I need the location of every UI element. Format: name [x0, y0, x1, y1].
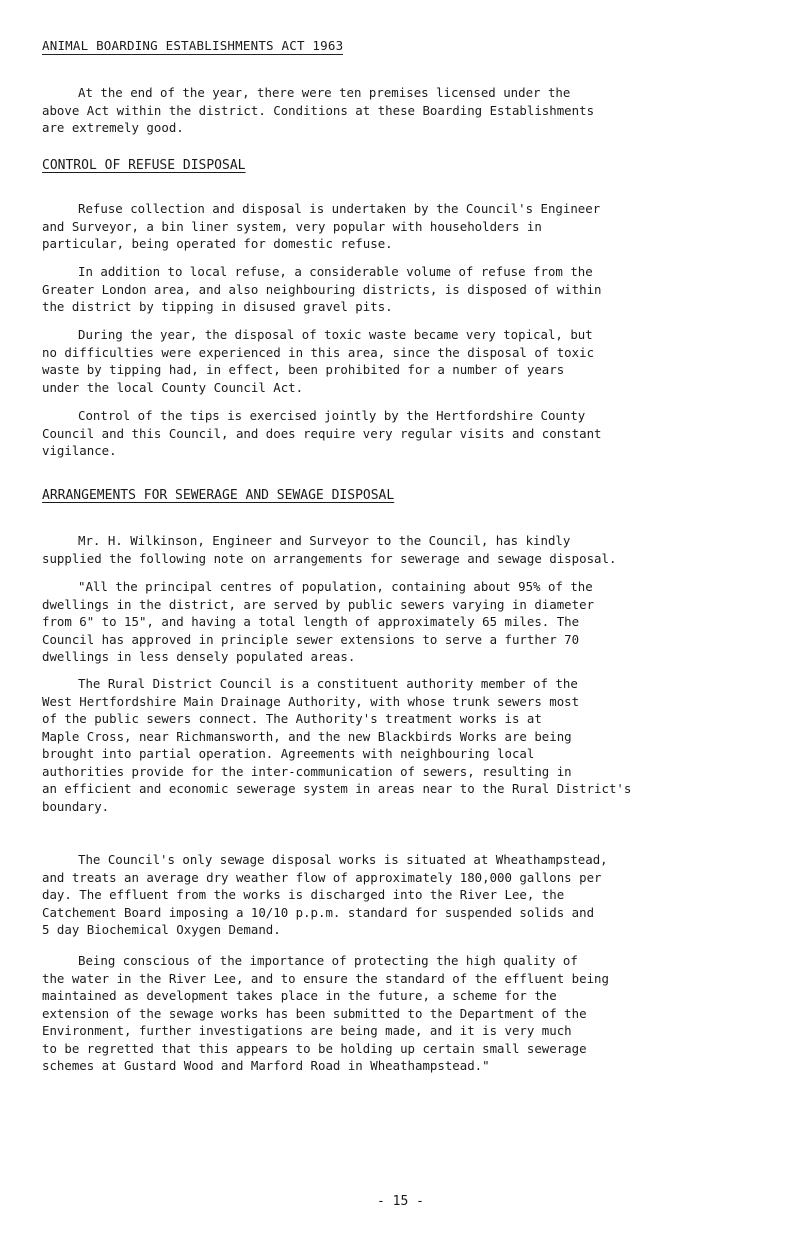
paragraph-sewage-works: [42, 851, 762, 939]
section-heading-refuse: CONTROL OF REFUSE DISPOSAL: [42, 158, 246, 173]
text-line: and treats an average dry weather flow of approximately 180,000 gallons per: [42, 869, 602, 885]
text-line: During the year, the disposal of toxic waste became very topical, but: [78, 327, 593, 342]
text-line: The Council's only sewage disposal works is situated at Wheathampstead,: [78, 852, 608, 867]
text-line: particular, being operated for domestic refuse.: [42, 236, 393, 251]
text-line: Maple Cross, near Richmansworth, and the new Blackbirds Works are being: [42, 728, 572, 744]
text-line: West Hertfordshire Main Drainage Authority, with whose trunk sewers most: [42, 693, 580, 709]
text-line: extension of the sewage works has been submitted to the Department of the: [42, 1005, 587, 1021]
text-line: Environment, further investigations are being made, and it is very much: [42, 1023, 572, 1038]
text-line: Refuse collection and disposal is undertaken by the Council's Engineer: [78, 201, 601, 216]
text-line: Being conscious of the importance of protecting the high quality of: [78, 953, 578, 968]
text-line: Catchement Board imposing a 10/10 p.p.m. standard for suspended solids and: [42, 904, 595, 920]
text-line: Council and this Council, and does require very regular visits and constant: [42, 425, 602, 441]
text-line: Council has approved in principle sewer extensions to serve a further 70: [42, 631, 580, 647]
text-line: no difficulties were experienced in this area, since the disposal of toxic: [42, 344, 595, 360]
paragraph-animal-boarding: [42, 84, 762, 137]
text-line: The Rural District Council is a constituent authority member of the: [78, 676, 578, 691]
text-line: supplied the following note on arrangements for sewerage and sewage disposal.: [42, 550, 617, 566]
text-line: the district by tipping in disused gravel pits.: [42, 299, 393, 314]
running-head: ANIMAL BOARDING ESTABLISHMENTS ACT 1963: [42, 38, 344, 53]
text-line: Greater London area, and also neighbouring districts, is disposed of within: [42, 281, 602, 297]
text-line: are extremely good.: [42, 120, 184, 135]
text-line: waste by tipping had, in effect, been prohibited for a number of years: [42, 362, 565, 377]
text-line: above Act within the district. Conditions at these Boarding Establishments: [42, 102, 595, 118]
paragraph-refuse-collection: [42, 200, 762, 253]
paragraph-local-refuse: [42, 263, 762, 316]
text-line: boundary.: [42, 798, 110, 814]
text-line: schemes at Gustard Wood and Marford Road in Wheathampstead.": [42, 1058, 490, 1073]
text-line: an efficient and economic sewerage system in areas near to the Rural District's: [42, 781, 632, 796]
text-line: In addition to local refuse, a considerable volume of refuse from the: [78, 264, 593, 279]
paragraph-drainage-authority: [42, 675, 762, 815]
page-number: - 15 -: [377, 1194, 424, 1209]
section-heading-sewerage: ARRANGEMENTS FOR SEWERAGE AND SEWAGE DISPOSAL: [42, 488, 395, 503]
paragraph-engineer-note: [42, 532, 762, 567]
text-line: day. The effluent from the works is discharged into the River Lee, the: [42, 887, 565, 902]
paragraph-river-lee: [42, 952, 762, 1075]
text-line: under the local County Council Act.: [42, 379, 304, 395]
text-line: authorities provide for the inter-communication of sewers, resulting in: [42, 763, 572, 779]
text-line: brought into partial operation. Agreements with neighbouring local: [42, 746, 535, 761]
text-line: "All the principal centres of population, containing about 95% of the: [78, 579, 593, 594]
text-line: and Surveyor, a bin liner system, very popular with householders in: [42, 218, 542, 234]
text-line: the water in the River Lee, and to ensure the standard of the effluent being: [42, 970, 609, 986]
text-line: maintained as development takes place in the future, a scheme for the: [42, 988, 557, 1003]
paragraph-tips-control: [42, 407, 762, 460]
paragraph-toxic-waste: [42, 326, 762, 396]
text-line: from 6" to 15", and having a total length of approximately 65 miles. The: [42, 614, 580, 629]
text-line: vigilance.: [42, 443, 117, 458]
text-line: to be regretted that this appears to be holding up certain small sewerage: [42, 1040, 587, 1056]
text-line: Control of the tips is exercised jointly by the Hertfordshire County: [78, 408, 586, 423]
text-line: At the end of the year, there were ten premises licensed under the: [78, 85, 571, 100]
paragraph-population-centres: [42, 578, 762, 666]
text-line: Mr. H. Wilkinson, Engineer and Surveyor to the Council, has kindly: [78, 533, 571, 548]
text-line: of the public sewers connect. The Authority's treatment works is at: [42, 711, 542, 726]
text-line: dwellings in the district, are served by public sewers varying in diameter: [42, 596, 595, 612]
text-line: dwellings in less densely populated areas.: [42, 649, 356, 664]
text-line: 5 day Biochemical Oxygen Demand.: [42, 922, 281, 937]
